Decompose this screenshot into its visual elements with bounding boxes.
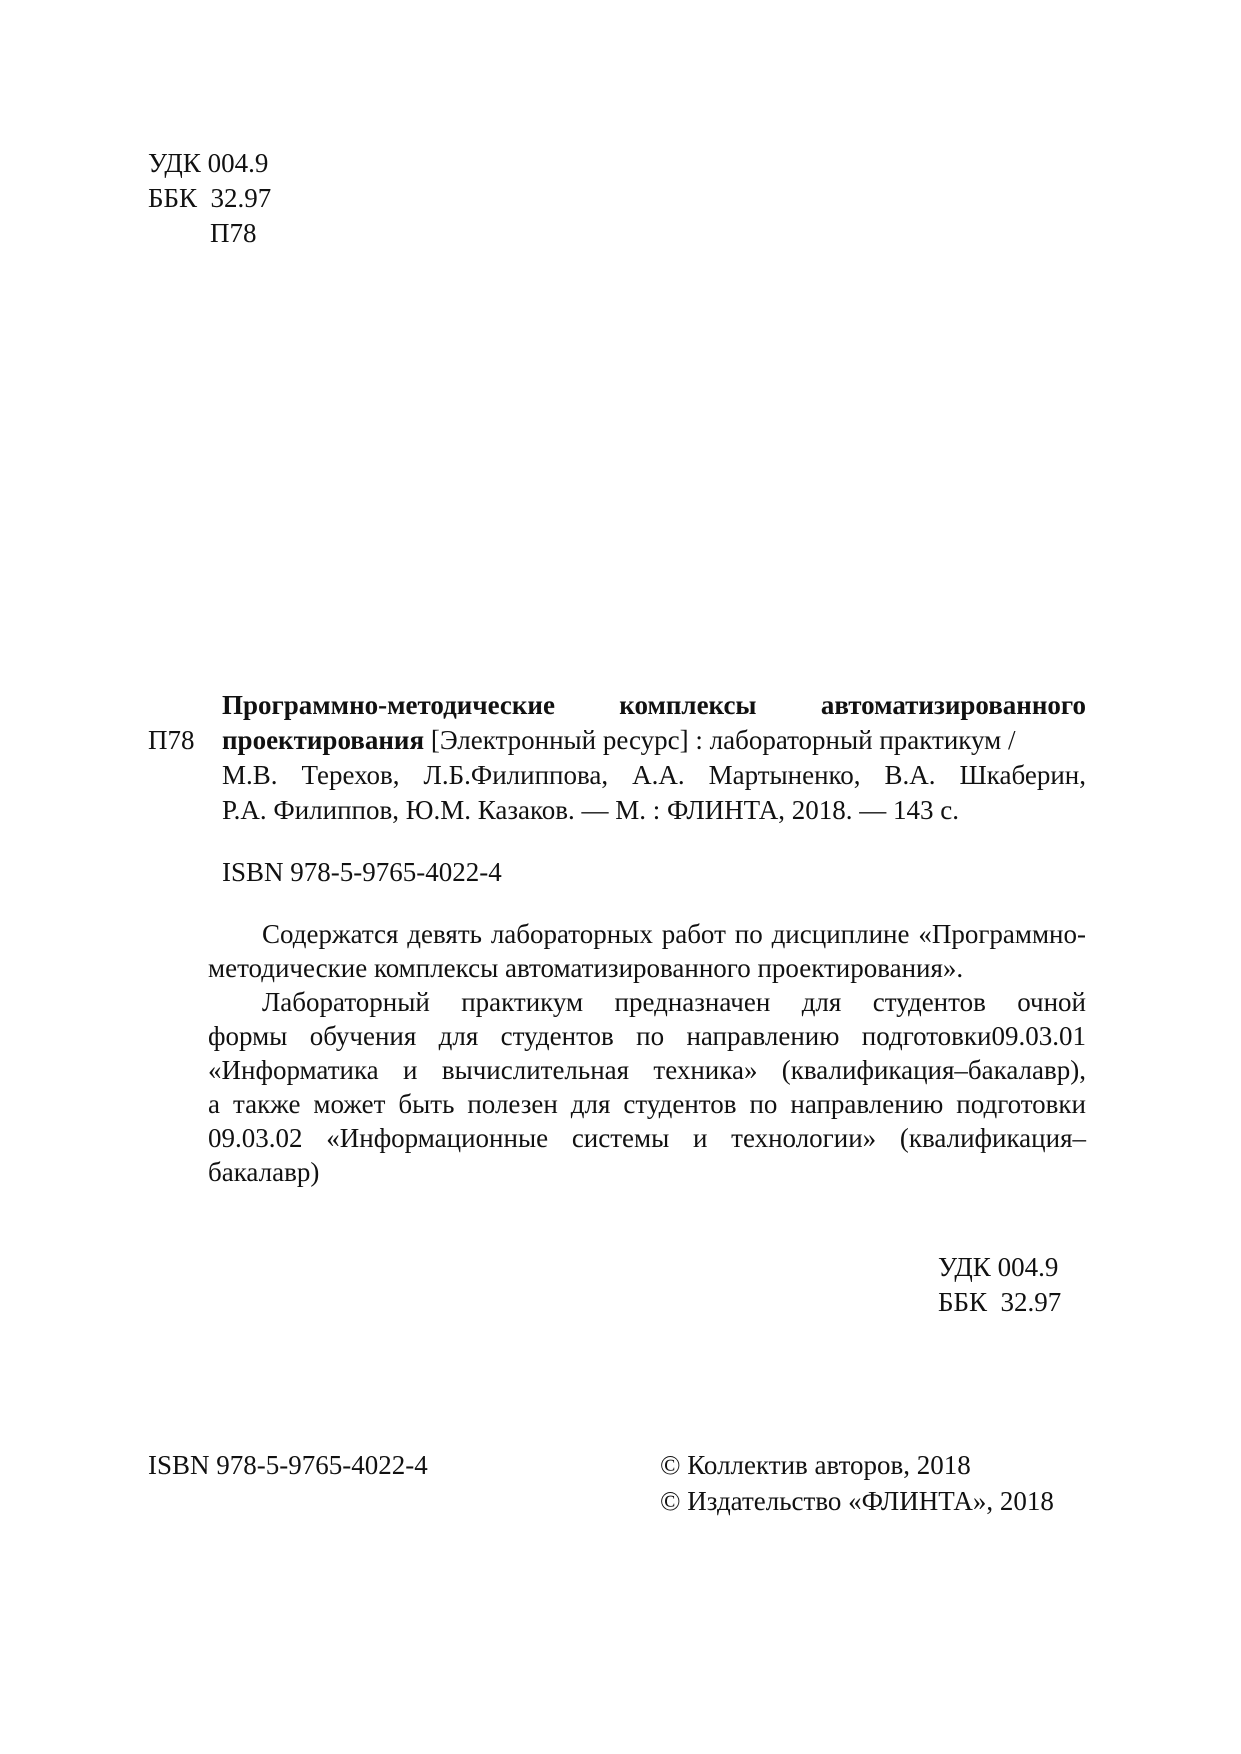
- annotation-p2-line-2: формы обучения для студентов по направлению подготовки09.03.01: [208, 1021, 1086, 1051]
- annotation-p2-line-1: Лабораторный практикум предназначен для студентов очной: [262, 987, 1086, 1017]
- bbk-code-bottom: ББК 32.97: [938, 1287, 1062, 1317]
- isbn-entry: ISBN 978-5-9765-4022-4: [222, 857, 502, 887]
- annotation-p2-line-5: 09.03.02 «Информационные системы и технологии» (квалификация–: [208, 1123, 1086, 1153]
- publication-details-line: Р.А. Филиппов, Ю.М. Казаков. — М. : ФЛИНТА, 2018. — 143 с.: [222, 795, 960, 825]
- footer-isbn: ISBN 978-5-9765-4022-4: [148, 1450, 428, 1480]
- resource-description: [Электронный ресурс] : лабораторный практикум /: [424, 725, 1016, 755]
- bbk-code-top: ББК 32.97: [148, 183, 272, 213]
- annotation-p2-line-3: «Информатика и вычислительная техника» (квалификация–бакалавр),: [208, 1055, 1086, 1085]
- annotation-p2-line-4: а также может быть полезен для студентов по направлению подготовки: [208, 1089, 1086, 1119]
- udk-code-top: УДК 004.9: [148, 148, 269, 178]
- author-mark-top: П78: [210, 218, 257, 248]
- book-title-bold-end: проектирования: [222, 725, 425, 755]
- copyright-publisher: © Издательство «ФЛИНТА», 2018: [660, 1486, 1054, 1516]
- annotation-p2-line-6: бакалавр): [208, 1157, 320, 1187]
- udk-code-bottom: УДК 004.9: [938, 1252, 1059, 1282]
- book-title-line-2: [222, 723, 1016, 757]
- author-mark-margin: П78: [148, 725, 195, 755]
- authors-line: М.В. Терехов, Л.Б.Филиппова, А.А. Мартыненко, В.А. Шкаберин,: [222, 760, 1086, 790]
- book-title-line-1: Программно-методические комплексы автоматизированного: [222, 690, 1086, 720]
- annotation-p1-line-2: методические комплексы автоматизированного проектирования».: [208, 953, 964, 983]
- copyright-authors: © Коллектив авторов, 2018: [660, 1450, 971, 1480]
- annotation-p1-line-1: Содержатся девять лабораторных работ по дисциплине «Программно-: [262, 919, 1086, 949]
